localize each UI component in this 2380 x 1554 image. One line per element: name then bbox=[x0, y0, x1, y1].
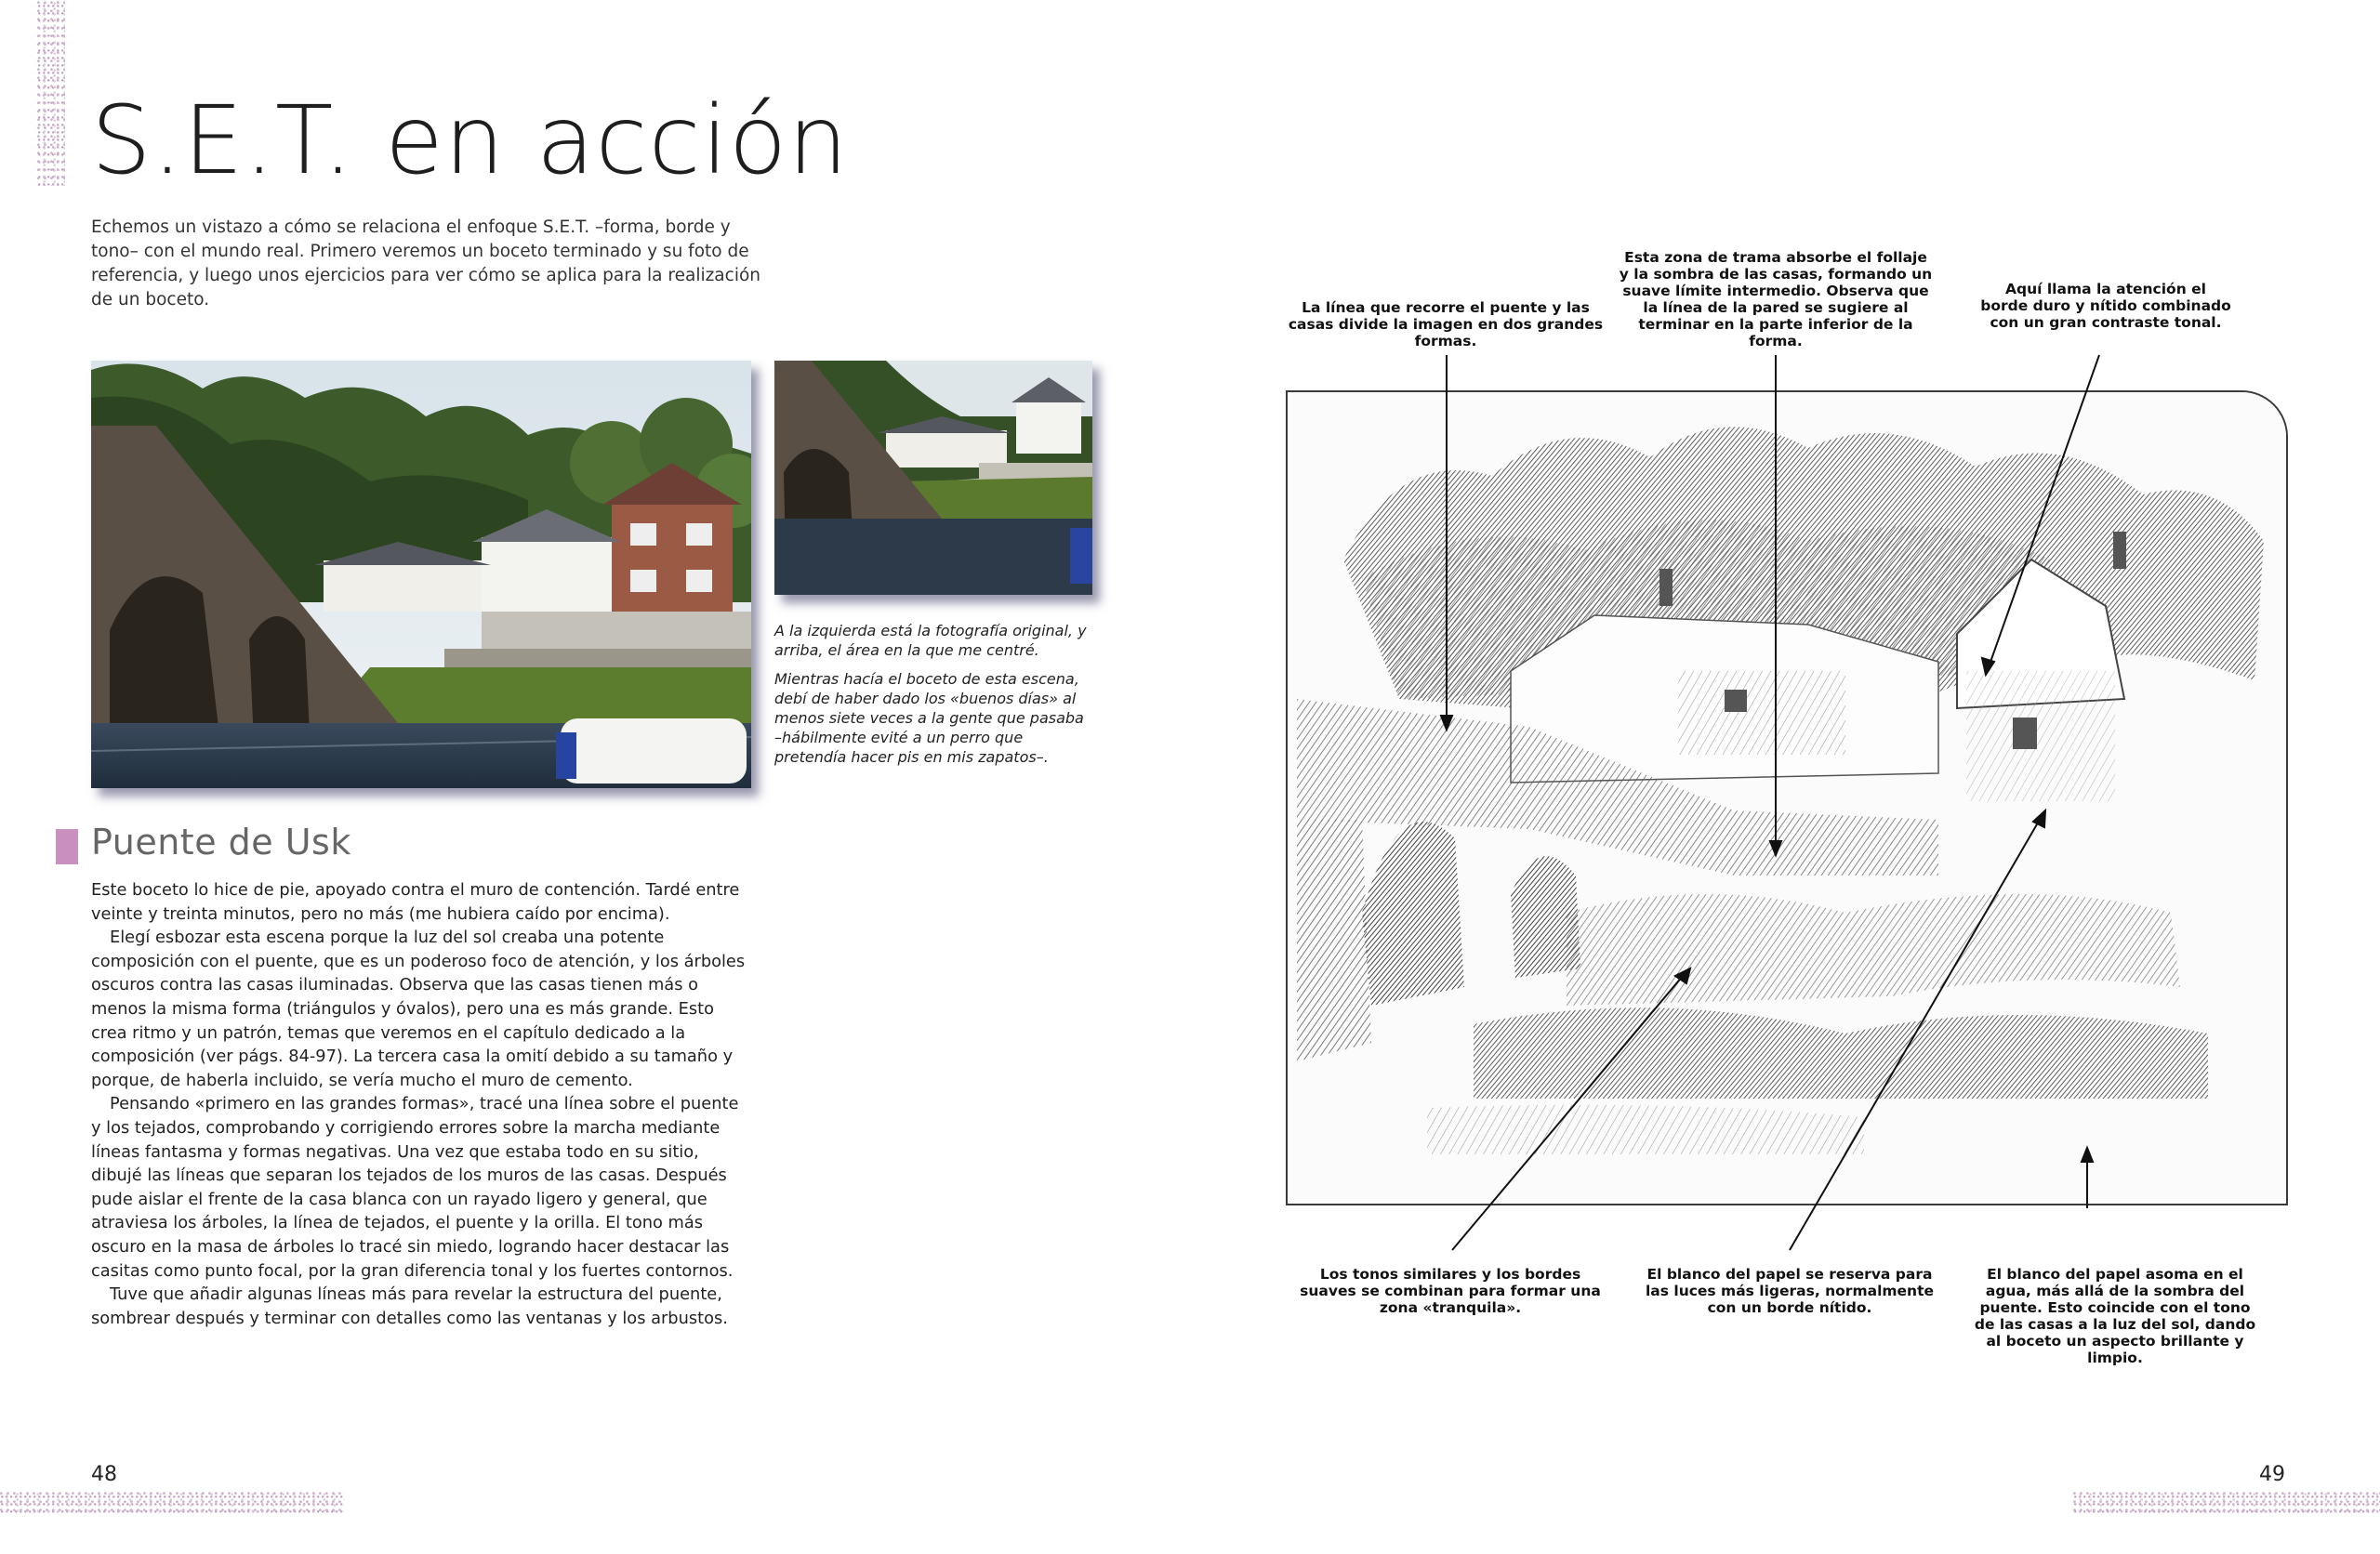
paragraph: Este boceto lo hice de pie, apoyado contra el muro de contención. Tardé entre veinte y treinta minutos, pero no más (me hubiera caído por encima). bbox=[91, 880, 740, 924]
annotation-bottom-right: El blanco del papel asoma en el agua, más allá de la sombra del puente. Esto coincide con el tono de las casas a la luz del sol, dando al boceto un aspecto brillante y limpio. bbox=[1974, 1266, 2256, 1366]
body-text bbox=[91, 878, 753, 1330]
photo-caption bbox=[774, 621, 1091, 776]
annotation-top-right: Aquí llama la atención el borde duro y nítido combinado con un gran contraste tonal. bbox=[1980, 281, 2231, 331]
annotation-top-left: La línea que recorre el puente y las casas divide la imagen en dos grandes formas. bbox=[1288, 299, 1604, 349]
caption-line-1: A la izquierda está la fotografía original, y arriba, el área en la que me centré. bbox=[774, 622, 1087, 659]
decorative-edge-bottom-right bbox=[2073, 1491, 2380, 1515]
page-title: S.E.T. en acción bbox=[91, 86, 849, 196]
caption-line-2: Mientras hacía el boceto de esta escena, debí de haber dado los «buenos días» al menos siete veces a la gente que pasaba –hábilmente evité a un perro que pretendía hacer pis en mis zapatos–. bbox=[774, 670, 1084, 766]
detail-photo bbox=[774, 361, 1092, 595]
section-marker bbox=[56, 829, 78, 864]
decorative-edge-top-left bbox=[37, 0, 65, 186]
annotation-top-center: Esta zona de trama absorbe el follaje y la sombra de las casas, formando un suave límite intermedio. Observa que la línea de la pared se sugiere al terminar en la parte inferior de la forma. bbox=[1619, 249, 1933, 349]
annotation-bottom-center: El blanco del papel se reserva para las luces más ligeras, normalmente con un borde nítido. bbox=[1645, 1266, 1934, 1316]
paragraph: Tuve que añadir algunas líneas más para revelar la estructura del puente, sombrear después y terminar con detalles como las ventanas y los arbustos. bbox=[91, 1284, 728, 1328]
paragraph: Elegí esbozar esta escena porque la luz del sol creaba una potente composición con el puente, que es un poderoso foco de atención, y los árboles oscuros contra las casas iluminadas. Observa que las casas tienen más o menos la misma forma (triángulos y óvalos), pero una es más grande. Esto crea ritmo y un patrón, temas que veremos en el capítulo dedicado a la composición (ver págs. 84-97). La tercera casa la omití debido a su tamaño y porque, de haberla incluido, se vería mucho el muro de cemento. bbox=[91, 928, 746, 1090]
paragraph: Pensando «primero en las grandes formas», tracé una línea sobre el puente y los tejados, comprobando y corrigiendo errores sobre la marcha mediante líneas fantasma y formas negativas. Una vez que estaba todo en su sitio, dibujé las líneas que separan los tejados de los muros de las casas. Después pude aislar el frente de la casa blanca con un rayado ligero y general, que atraviesa los árboles, la línea de tejados, el puente y la orilla. El tono más oscuro en la masa de árboles lo tracé sin miedo, logrando hacer destacar las casitas como punto focal, por la gran diferencia tonal y los fuertes contornos. bbox=[91, 1094, 739, 1281]
reference-photo bbox=[91, 361, 751, 788]
intro-text: Echemos un vistazo a cómo se relaciona el enfoque S.E.T. –forma, borde y tono– con el mundo real. Primero veremos un boceto terminado y su foto de referencia, y luego unos ejercicios para ver cómo se aplica para la realización de un boceto. bbox=[91, 217, 761, 309]
decorative-edge-bottom-left bbox=[0, 1491, 344, 1515]
page-number-right: 49 bbox=[2259, 1463, 2285, 1486]
annotation-bottom-left: Los tonos similares y los bordes suaves se combinan para formar una zona «tranquila». bbox=[1300, 1266, 1601, 1316]
pencil-sketch bbox=[1286, 390, 2288, 1205]
section-title: Puente de Usk bbox=[91, 822, 351, 863]
page-number-left: 48 bbox=[91, 1463, 117, 1486]
